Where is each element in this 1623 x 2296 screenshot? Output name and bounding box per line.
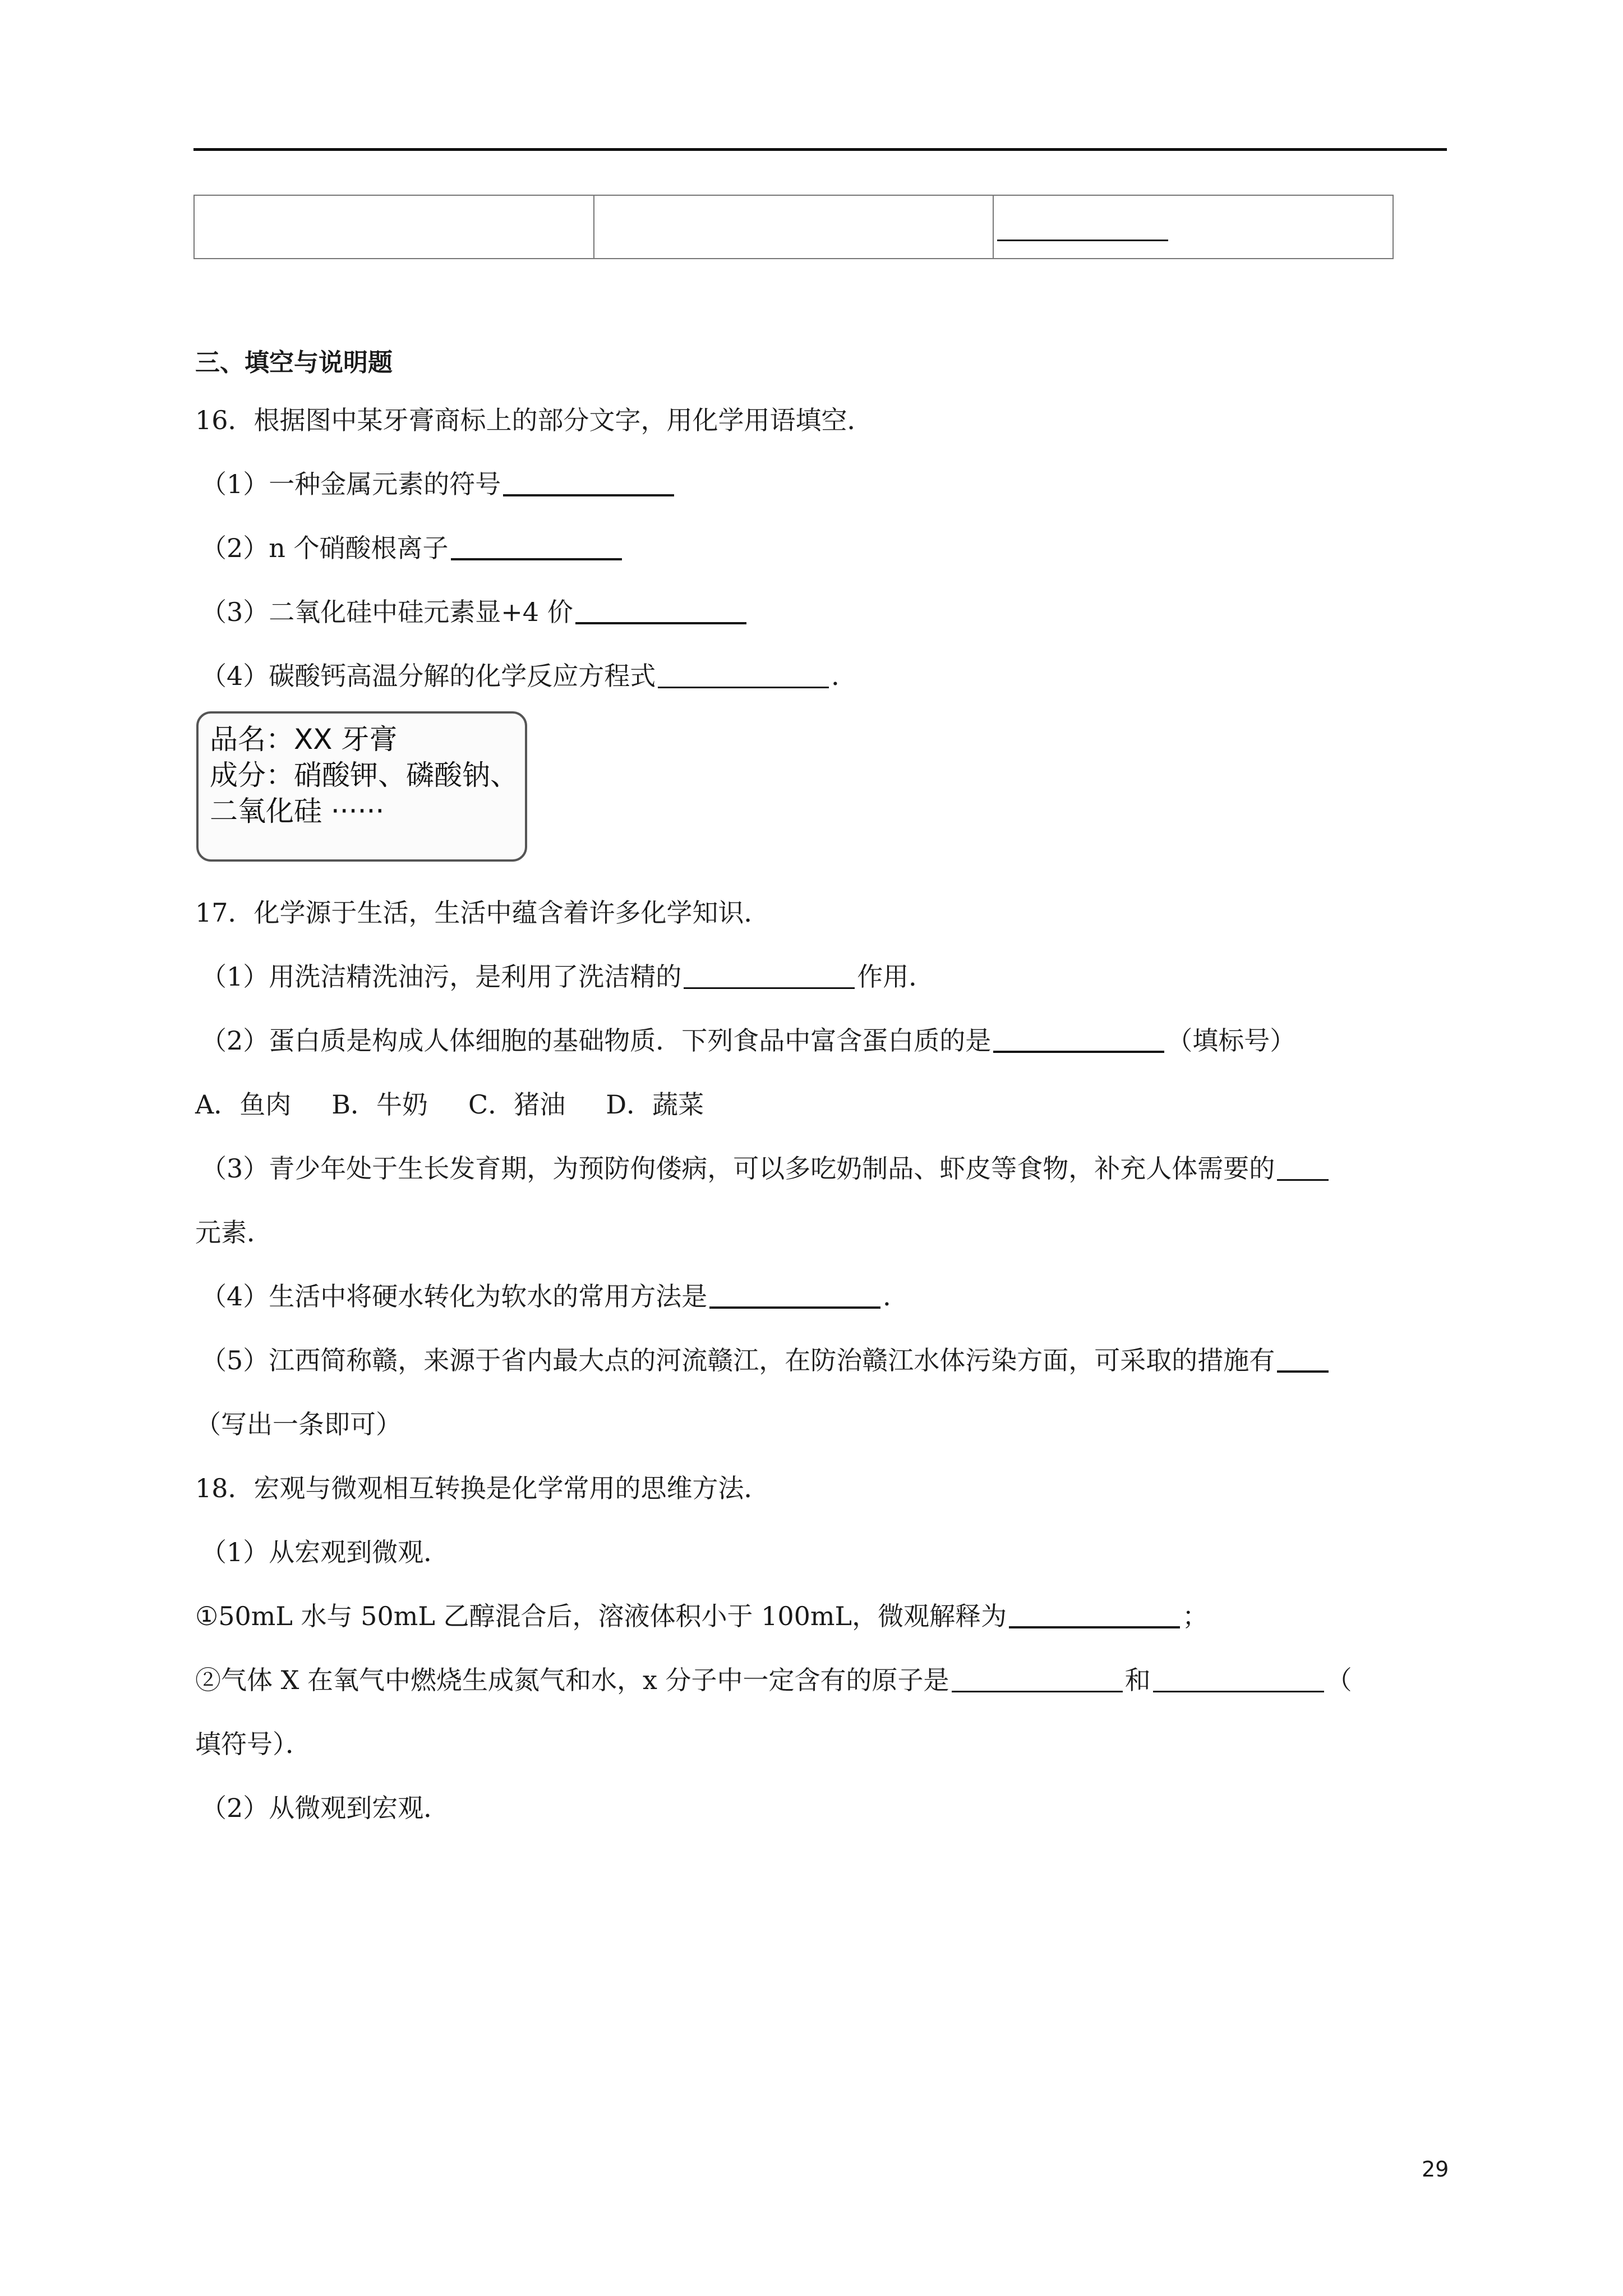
q17-part-4: （4）生活中将硬水转化为软水的常用方法是 ． (201, 1281, 909, 1312)
q18-stem: 18．宏观与微观相互转换是化学常用的思维方法． (195, 1473, 770, 1503)
toothpaste-label-figure (196, 711, 527, 862)
answer-blank (952, 1691, 1123, 1692)
q17-part-5: （5）江西简称赣，来源于省内最大点的河流赣江，在防治赣江水体污染方面，可采取的措施有 (201, 1345, 1331, 1376)
q18-item-2-cont: 填符号）． (195, 1729, 311, 1759)
q16-part-3: （3）二氧化硅中硅元素显+4 价 (201, 597, 749, 628)
q17-part-3-cont: 元素． (195, 1217, 273, 1248)
label-line: 成分：硝酸钾、磷酸钠、 (210, 759, 518, 792)
table-cell (594, 196, 994, 258)
answer-blank (658, 687, 829, 688)
q18-part-2: （2）从微观到宏观． (201, 1793, 450, 1823)
answer-blank (1277, 1370, 1329, 1373)
answer-blank (1153, 1691, 1324, 1692)
q17-stem: 17．化学源于生活，生活中蕴含着许多化学知识． (195, 898, 770, 928)
q18-item-2: ②气体 X 在氧气中燃烧生成氮气和水，x 分子中一定含有的原子是 和 （ (195, 1665, 1352, 1695)
q17-part-5-cont: （写出一条即可） (195, 1409, 402, 1439)
label-line: 品名：XX 牙膏 (210, 723, 398, 756)
answer-blank (684, 987, 855, 989)
answer-blank (997, 240, 1168, 241)
option-d: D．蔬菜 (606, 1089, 704, 1120)
header-rule (193, 148, 1447, 151)
q16-part-4: （4）碳酸钙高温分解的化学反应方程式 ． (201, 661, 857, 691)
q17-part-2: （2）蛋白质是构成人体细胞的基础物质．下列食品中富含蛋白质的是 （填标号） (201, 1025, 1296, 1056)
answer-blank (709, 1306, 880, 1309)
answer-blank (1009, 1626, 1180, 1628)
table-cell (195, 196, 594, 258)
answer-blank (1277, 1179, 1329, 1181)
q17-part-1: （1）用洗洁精洗油污，是利用了洗洁精的 作用． (201, 961, 935, 992)
answer-blank (993, 1051, 1164, 1053)
q18-part-1: （1）从宏观到微观． (201, 1537, 450, 1567)
q17-options (195, 1089, 744, 1120)
option-b: B．牛奶 (331, 1089, 428, 1120)
answer-blank (451, 558, 622, 560)
page-number: 29 (1422, 2157, 1449, 2182)
q16-part-1: （1）一种金属元素的符号 (201, 469, 676, 500)
section-title: 三、填空与说明题 (195, 348, 393, 377)
q17-part-3: （3）青少年处于生长发育期，为预防佝偻病，可以多吃奶制品、虾皮等食物，补充人体需要的 (201, 1153, 1331, 1184)
label-line: 二氧化硅 ······ (210, 795, 385, 827)
q18-item-1: ①50mL 水与 50mL 乙醇混合后，溶液体积小于 100mL，微观解释为 ； (195, 1601, 1209, 1631)
answer-table (193, 195, 1394, 259)
q16-stem: 16．根据图中某牙膏商标上的部分文字，用化学用语填空． (195, 405, 873, 435)
answer-blank (503, 494, 674, 496)
answer-blank (575, 622, 746, 624)
option-a: A．鱼肉 (195, 1089, 292, 1120)
table-cell (994, 196, 1393, 258)
q16-part-2: （2）n 个硝酸根离子 (201, 533, 624, 564)
option-c: C．猪油 (468, 1089, 566, 1120)
